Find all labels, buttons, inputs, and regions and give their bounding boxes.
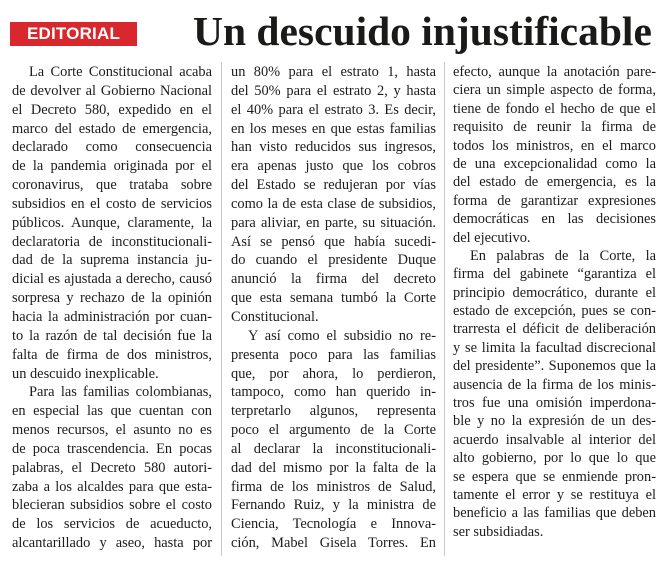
text-line: del ejecutivo. <box>453 229 531 246</box>
text-line: firma de los ministros de Salud, <box>231 478 436 495</box>
text-line: beneficio a las familias que deben <box>453 505 656 522</box>
text-line: hacia la administración por cuan- <box>12 308 212 325</box>
text-line: al declarar la inconstitucionali- <box>231 440 436 457</box>
text-line: como la de esta clase de subsidios, <box>231 195 436 212</box>
text-line: que esta semana tumbó la Corte <box>231 290 436 307</box>
text-line: dad de la suprema instancia ju- <box>12 252 212 269</box>
text-line: anunció la firma del decreto <box>231 271 436 288</box>
text-line: de poca trascendencia. En pocas <box>12 440 212 457</box>
headline: Un descuido injustificable <box>193 8 652 54</box>
text-line: alto gobierno, por lo que lo que <box>453 450 656 467</box>
paragraph <box>12 63 212 383</box>
text-line: del 50% para el estrato 2, y hasta <box>231 82 436 99</box>
text-line: en los meses en que estas familias <box>231 120 436 137</box>
text-line: del Estado se redujeran por vías <box>231 177 436 194</box>
text-line: el Decreto 580, expedido en el <box>12 101 212 118</box>
text-line: firma del gabinete “garantiza el <box>453 266 656 283</box>
text-line: Así se pensó que había sucedi- <box>231 233 436 250</box>
text-line: del presidente”. Suponemos que la <box>453 358 656 375</box>
text-line: terpretarlo algunos, representa <box>231 403 436 420</box>
text-line: dad del mismo por la falta de la <box>231 459 436 476</box>
text-line: el 40% para el estrato 3. Es decir, <box>231 101 436 118</box>
text-line: públicos. Aunque, claramente, la <box>12 214 212 231</box>
column-1 <box>12 63 212 553</box>
text-line: de la pandemia originada por el <box>12 158 212 175</box>
text-line: un 80% para el estrato 1, hasta <box>231 64 436 80</box>
text-line: era apenas justo que los cobros <box>231 158 436 175</box>
text-line: se espera que se enmiende pron- <box>453 468 656 485</box>
text-line: Para las familias colombianas, <box>29 384 212 401</box>
text-line: han visto reducidos sus ingresos, <box>231 139 436 156</box>
text-line: En palabras de la Corte, la <box>470 247 656 264</box>
text-line: Y así como el subsidio no re- <box>248 327 436 344</box>
column-3 <box>453 63 656 541</box>
text-line: La Corte Constitucional acaba <box>29 64 212 80</box>
text-line: sorpresa y rechazo de la opinión <box>12 290 212 307</box>
text-line: ser subsidiadas. <box>453 523 544 540</box>
text-line: alcantarillado y aseo, hasta por <box>12 535 212 552</box>
text-line: del estado de emergencia, es la <box>453 174 656 191</box>
text-line: que, por ahora, lo perdieron, <box>231 365 436 382</box>
text-line: Ciencia, Tecnología e Innova- <box>231 516 436 533</box>
text-line: Fernando Ruiz, y la ministra de <box>231 497 436 514</box>
column-rule <box>221 62 222 556</box>
text-line: falta de firma de dos ministros, <box>12 346 212 363</box>
paragraph <box>231 327 436 553</box>
paragraph <box>453 247 656 541</box>
text-line: declarado como consecuencia <box>12 139 212 156</box>
text-line: en especial las que cuentan con <box>12 403 212 420</box>
text-line: ciera un simple aspecto de forma, <box>453 82 656 99</box>
text-line: poco el argumento de la Corte <box>231 422 436 439</box>
text-line: acuerdo insalvable al interior del <box>453 431 656 448</box>
text-line: presenta poco para las familias <box>231 346 436 363</box>
text-line: requisito de reunir la firma de <box>453 119 656 136</box>
text-line: de una excepcionalidad como la <box>453 155 656 172</box>
section-label: EDITORIAL <box>10 22 137 46</box>
text-line: y se limita la facultad discrecional <box>453 339 656 356</box>
text-line: ausencia de la firma de los minis- <box>453 376 656 393</box>
text-line: para aliviar, en parte, su situación. <box>231 214 436 231</box>
text-line: forma de garantizar expresiones <box>453 192 656 209</box>
text-line: tampoco, como han querido in- <box>231 384 436 401</box>
text-line: blecieran subsidios sobre el costo <box>12 497 212 514</box>
column-2 <box>231 63 436 553</box>
text-line: zaba a los alcaldes para que esta- <box>12 478 212 495</box>
text-line: to la razón de tal decisión fue la <box>12 327 212 344</box>
text-line: declaratoria de inconstitucionali- <box>12 233 212 250</box>
text-line: democráticas en las decisiones <box>453 211 656 228</box>
text-line: un descuido inexplicable. <box>12 365 159 382</box>
text-line: do cuando el presidente Duque <box>231 252 436 269</box>
text-line: efecto, aunque la anotación pare- <box>453 64 656 80</box>
text-line: estado de excepción, pues se con- <box>453 303 656 320</box>
text-line: palabras, el Decreto 580 autori- <box>12 459 212 476</box>
text-line: ción, Mabel Gisela Torres. En <box>231 535 436 552</box>
text-line: tamente el error y se restituya el <box>453 486 656 503</box>
text-line: dicial es ajustada a derecho, causó <box>12 271 212 288</box>
paragraph <box>12 383 212 553</box>
text-line: principio democrático, durante el <box>453 284 656 301</box>
text-line: todos los ministros, en el marco <box>453 137 656 154</box>
text-line: trarresta el déficit de deliberación <box>453 321 656 338</box>
text-line: tiene de fondo el hecho de que el <box>453 100 656 117</box>
text-line: de devolver al Gobierno Nacional <box>12 82 212 99</box>
text-line: subsidios en el costo de servicios <box>12 195 212 212</box>
text-line: ble y no la expresión de un des- <box>453 413 656 430</box>
text-line: menos recursos, el asunto no es <box>12 422 212 439</box>
text-line: tros fue una omisión imperdona- <box>453 395 656 412</box>
paragraph <box>231 63 436 327</box>
text-line: coronavirus, que trataba sobre <box>12 177 212 194</box>
text-line: Constitucional. <box>231 308 319 325</box>
paragraph <box>453 63 656 247</box>
text-line: de los servicios de acueducto, <box>12 516 212 533</box>
column-rule <box>444 62 445 556</box>
text-line: marco del estado de emergencia, <box>12 120 212 137</box>
